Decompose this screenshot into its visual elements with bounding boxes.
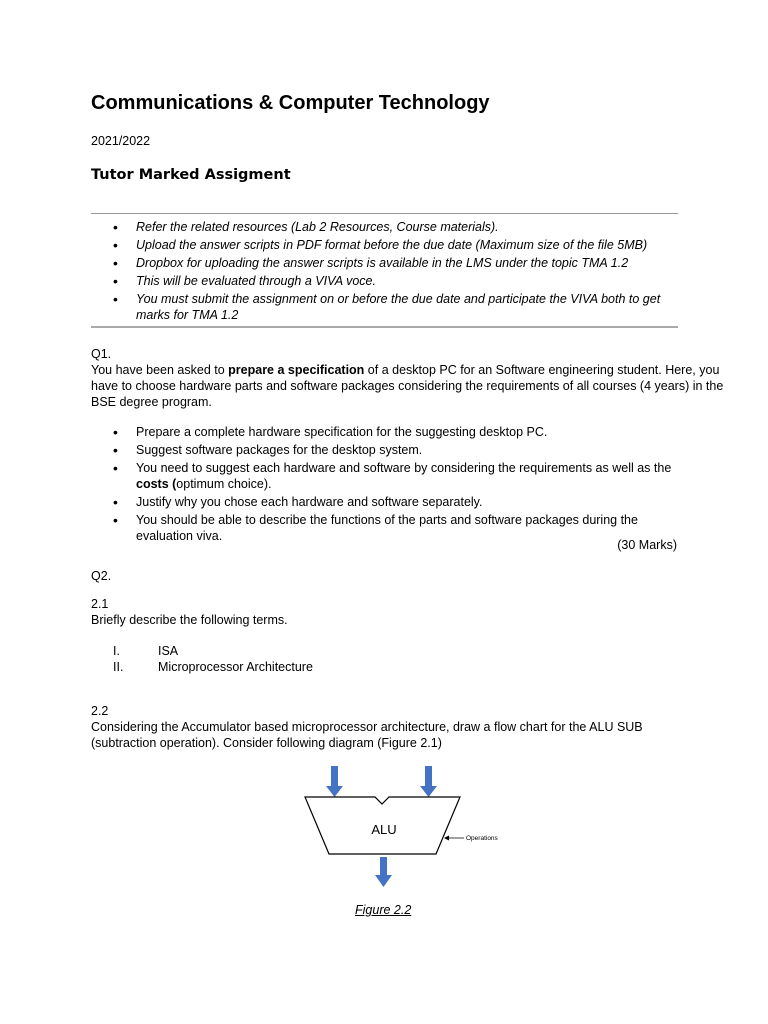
instruction-item: • Upload the answer scripts in PDF format before the due date (Maximum size of the file 5MB): [91, 237, 681, 253]
bottom-divider: [91, 326, 678, 328]
instruction-item: • This will be evaluated through a VIVA voce.: [91, 273, 681, 289]
instruction-item: • You must submit the assignment on or before the due date and participate the VIVA both to get marks for TMA 1.2: [91, 291, 681, 323]
q1-task-item: • You need to suggest each hardware and software by considering the requirements as well as the costs (optimum choice).: [91, 460, 681, 492]
term-item: II. Microprocessor Architecture: [113, 660, 313, 674]
q2-2-text: Considering the Accumulator based microprocessor architecture, draw a flow chart for the ALU SUB (subtraction operation). Consider following diagram (Figure 2.1): [91, 720, 643, 750]
operations-arrow-icon: [444, 836, 464, 841]
q1-task-item: • Prepare a complete hardware specification for the suggesting desktop PC.: [91, 424, 681, 440]
q1-task-item: • You should be able to describe the functions of the parts and software packages during the evaluation viva.: [91, 512, 681, 544]
instruction-item: • Refer the related resources (Lab 2 Resources, Course materials).: [91, 219, 681, 235]
q2-2-label: 2.2: [91, 704, 109, 718]
figure-caption: Figure 2.2: [355, 903, 412, 917]
instruction-item: • Dropbox for uploading the answer scripts is available in the LMS under the topic TMA 1.2: [91, 255, 681, 271]
assignment-subtitle: Tutor Marked Assigment: [91, 167, 291, 183]
page-title: Communications & Computer Technology: [91, 92, 490, 114]
input-arrow-right-icon: [420, 766, 437, 797]
q2-1-text: Briefly describe the following terms.: [91, 613, 288, 627]
input-arrow-left-icon: [326, 766, 343, 797]
q1-task-list: [91, 424, 681, 546]
instructions-list: [91, 219, 681, 325]
q2-1-label: 2.1: [91, 597, 109, 611]
term-item: I. ISA: [113, 644, 179, 658]
alu-diagram: [300, 762, 510, 890]
q2-label: Q2.: [91, 569, 112, 583]
q1-marks: (30 Marks): [617, 538, 677, 552]
q1-task-item: • Suggest software packages for the desktop system.: [91, 442, 681, 458]
alu-label: ALU: [371, 822, 397, 837]
q1-label: Q1.: [91, 347, 112, 361]
q1-task-item: • Justify why you chose each hardware and software separately.: [91, 494, 681, 510]
academic-year: 2021/2022: [91, 134, 151, 148]
top-divider: [91, 213, 678, 214]
operations-label: Operations: [466, 835, 498, 842]
q1-intro: You have been asked to prepare a specification of a desktop PC for an Software engineering student. Here, you have to choose hardware parts and software packages considering the requirements of all courses (4 years) in the BSE degree program.: [91, 363, 724, 409]
output-arrow-icon: [375, 857, 392, 887]
